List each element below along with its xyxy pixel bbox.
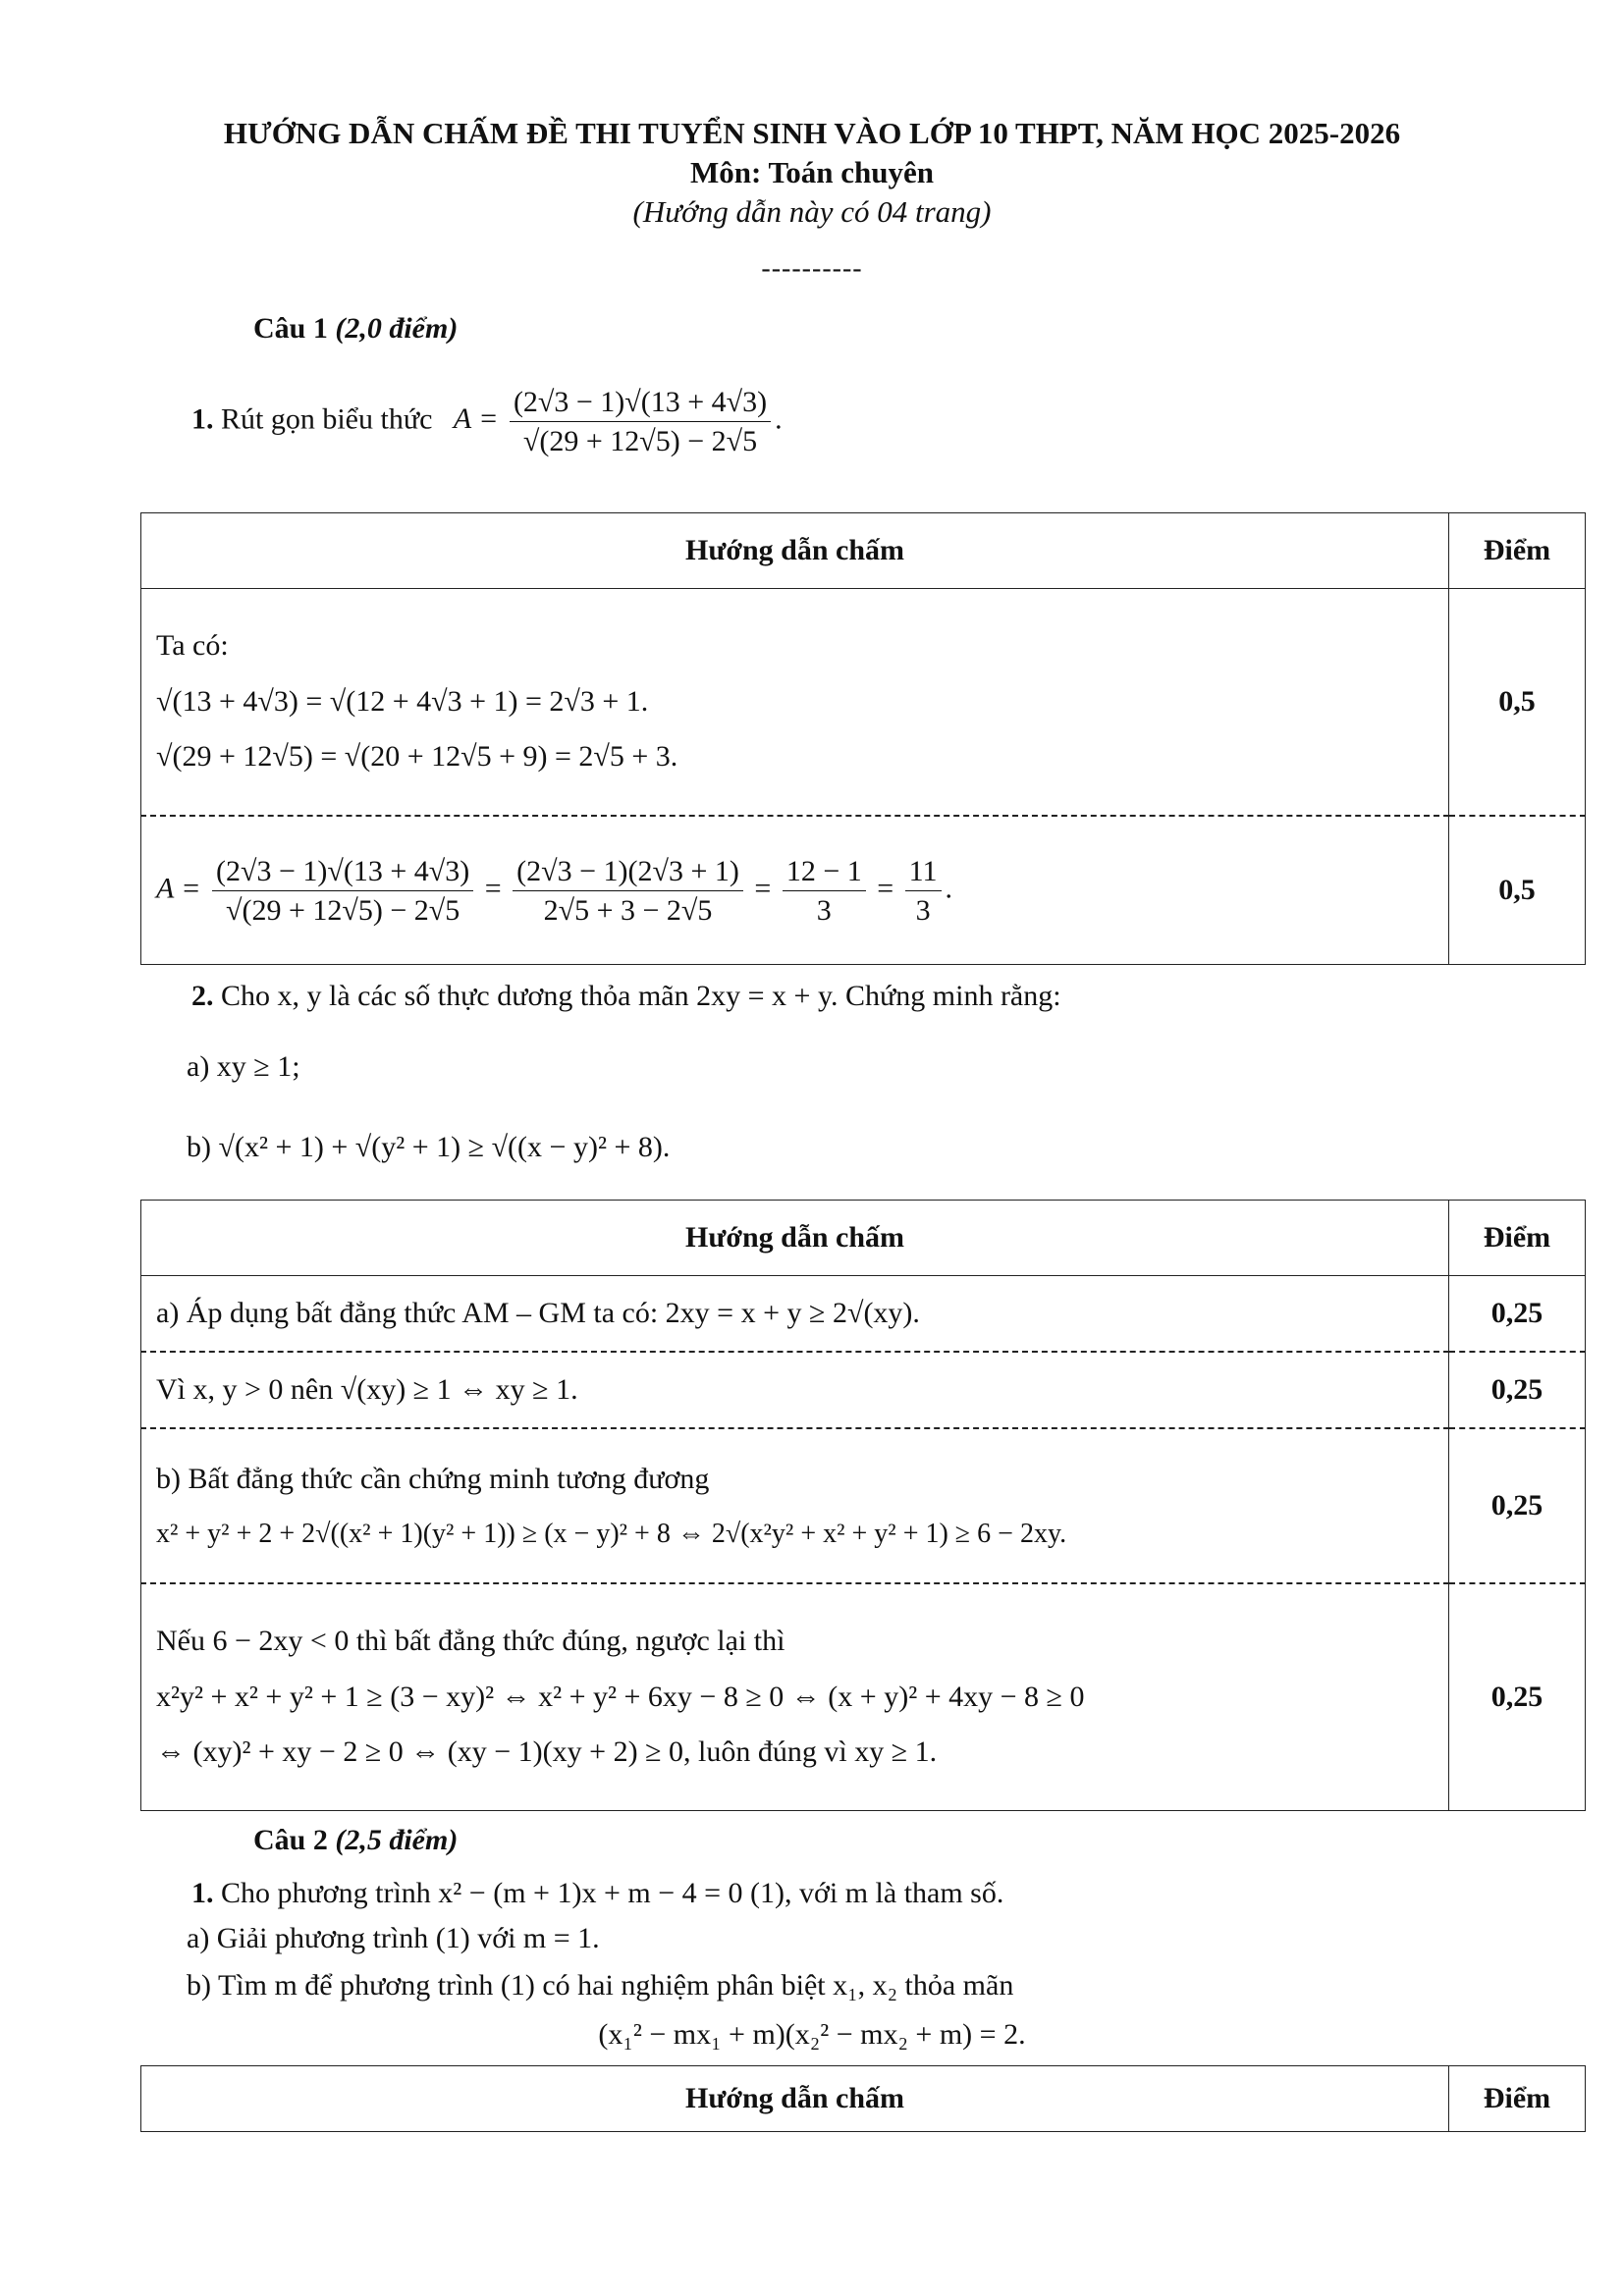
part-2-text: Cho x, y là các số thực dương thỏa mãn 2xy = x + y. Chứng minh rằng: xyxy=(221,980,1061,1012)
grading-table-2 xyxy=(140,1200,1586,1811)
row-line: Vì x, y > 0 nên √(xy) ≥ 1 ⇔ xy ≥ 1. xyxy=(156,1372,578,1406)
q2-part-1-label: 1. xyxy=(191,1877,214,1909)
part-1-label: 1. xyxy=(191,402,214,436)
row-line: √(13 + 4√3) = √(12 + 4√3 + 1) = 2√3 + 1. xyxy=(156,684,649,718)
expr-lhs: A = xyxy=(453,402,499,436)
table-3-header-score: Điểm xyxy=(1449,2066,1586,2132)
q2-part-1-text: Cho phương trình x² − (m + 1)x + m − 4 = 0 (1), với m là tham số. xyxy=(221,1877,1004,1909)
fraction-2 xyxy=(513,852,743,930)
question-2-part-1 xyxy=(191,1877,1003,1910)
table-row xyxy=(141,1428,1586,1583)
fraction-3 xyxy=(783,852,866,930)
q2-part-1-b-equation: (x₁² − mx₁ + m)(x₂² − mx₂ + m) = 2. xyxy=(598,2018,1026,2051)
table-row xyxy=(141,1352,1586,1428)
grading-table-3 xyxy=(140,2065,1586,2132)
document-title: HƯỚNG DẪN CHẤM ĐỀ THI TUYỂN SINH VÀO LỚP 10 THPT, NĂM HỌC 2025-2026 xyxy=(223,116,1401,150)
row-line: a) Áp dụng bất đẳng thức AM – GM ta có: 2xy = x + y ≥ 2√(xy). xyxy=(156,1296,920,1329)
separator-line: ---------- xyxy=(761,253,863,284)
expr-numerator: (2√3 − 1)√(13 + 4√3) xyxy=(510,383,771,422)
table-1-header-guide: Hướng dẫn chấm xyxy=(141,513,1449,589)
table-row xyxy=(141,1276,1586,1353)
fraction-4-num: 11 xyxy=(905,852,942,891)
row-line: x² + y² + 2 + 2√((x² + 1)(y² + 1)) ≥ (x − y)² + 8 ⇔ 2√(x²y² + x² + y² + 1) ≥ 6 − 2xy. xyxy=(156,1518,1067,1549)
grading-table-1 xyxy=(140,512,1586,965)
fraction-1-num: (2√3 − 1)√(13 + 4√3) xyxy=(212,852,473,891)
row-line: b) Bất đẳng thức cần chứng minh tương đương xyxy=(156,1463,710,1496)
q2-part-1-a: a) Giải phương trình (1) với m = 1. xyxy=(187,1922,600,1954)
table-2-header-score: Điểm xyxy=(1449,1201,1586,1276)
table-row xyxy=(141,1583,1586,1811)
table-3-header-guide: Hướng dẫn chấm xyxy=(141,2066,1449,2132)
q2-part-1-b: b) Tìm m để phương trình (1) có hai nghiệm phân biệt x₁, x₂ thỏa mãn xyxy=(187,1969,1014,2002)
fraction-1-den: √(29 + 12√5) − 2√5 xyxy=(226,893,460,927)
question-1-label: Câu 1 xyxy=(253,312,328,345)
row-score: 0,25 xyxy=(1449,1352,1586,1428)
table-row xyxy=(141,589,1586,817)
question-1-part-1: 1. Rút gọn biểu thức A = $\frac{(2√3 - 1)√(13 + 4√3)}{√(29 + 12√5) - 2√5}$ . xyxy=(191,383,783,460)
row-score: 0,25 xyxy=(1449,1276,1586,1353)
table-row: A = $\frac{(2√3 - 1)√(13 + 4√3)}{√(29 + 12√5) - 2√5}$ = $\frac{(2√3 - 1)(2√3 + 1)}{2√5 + 3 - 2√5}$ = $\frac{12 - 1}{3}$ = $\frac{11}{3}$ . 0,5 xyxy=(141,816,1586,965)
table-2-header-guide: Hướng dẫn chấm xyxy=(141,1201,1449,1276)
row-line: x²y² + x² + y² + 1 ≥ (3 − xy)² ⇔ x² + y² + 6xy − 8 ≥ 0 ⇔ (x + y)² + 4xy − 8 ≥ 0 xyxy=(156,1680,1085,1713)
part-2-a: a) xy ≥ 1; xyxy=(187,1050,300,1083)
fraction-2-den: 2√5 + 3 − 2√5 xyxy=(543,893,713,927)
row-line: Ta có: xyxy=(156,629,229,663)
question-2-heading xyxy=(253,1824,458,1857)
row-line: ⇔ (xy)² + xy − 2 ≥ 0 ⇔ (xy − 1)(xy + 2) ≥ 0, luôn đúng vì xy ≥ 1. xyxy=(156,1735,938,1769)
subject-line: Môn: Toán chuyên xyxy=(689,155,935,189)
row-line: Nếu 6 − 2xy < 0 thì bất đẳng thức đúng, ngược lại thì xyxy=(156,1625,785,1658)
question-1-points: (2,0 điểm) xyxy=(335,312,459,345)
row-score: 0,5 xyxy=(1449,816,1586,965)
eq-lhs: A = xyxy=(156,871,201,904)
row-line: √(29 + 12√5) = √(20 + 12√5 + 9) = 2√5 + 3. xyxy=(156,740,678,774)
fraction-3-num: 12 − 1 xyxy=(783,852,866,891)
question-2-label: Câu 2 xyxy=(253,1824,328,1856)
part-2-b: b) √(x² + 1) + √(y² + 1) ≥ √((x − y)² + 8). xyxy=(187,1131,671,1163)
part-1-text: Rút gọn biểu thức xyxy=(221,402,433,436)
question-1-part-2 xyxy=(191,980,1061,1013)
row-score: 0,25 xyxy=(1449,1428,1586,1583)
fraction-4-den: 3 xyxy=(915,893,931,927)
fraction-2-num: (2√3 − 1)(2√3 + 1) xyxy=(513,852,743,891)
question-1-heading xyxy=(253,312,458,346)
expr-fraction xyxy=(510,383,771,460)
row-score: 0,5 xyxy=(1449,589,1586,817)
table-1-header-score: Điểm xyxy=(1449,513,1586,589)
row-score: 0,25 xyxy=(1449,1583,1586,1811)
page-count-note: (Hướng dẫn này có 04 trang) xyxy=(632,194,992,229)
fraction-3-den: 3 xyxy=(816,893,832,927)
question-2-points: (2,5 điểm) xyxy=(335,1824,459,1856)
fraction-4 xyxy=(905,852,942,930)
expr-denominator: √(29 + 12√5) − 2√5 xyxy=(522,425,758,457)
fraction-1 xyxy=(212,852,473,930)
part-2-label: 2. xyxy=(191,980,214,1012)
